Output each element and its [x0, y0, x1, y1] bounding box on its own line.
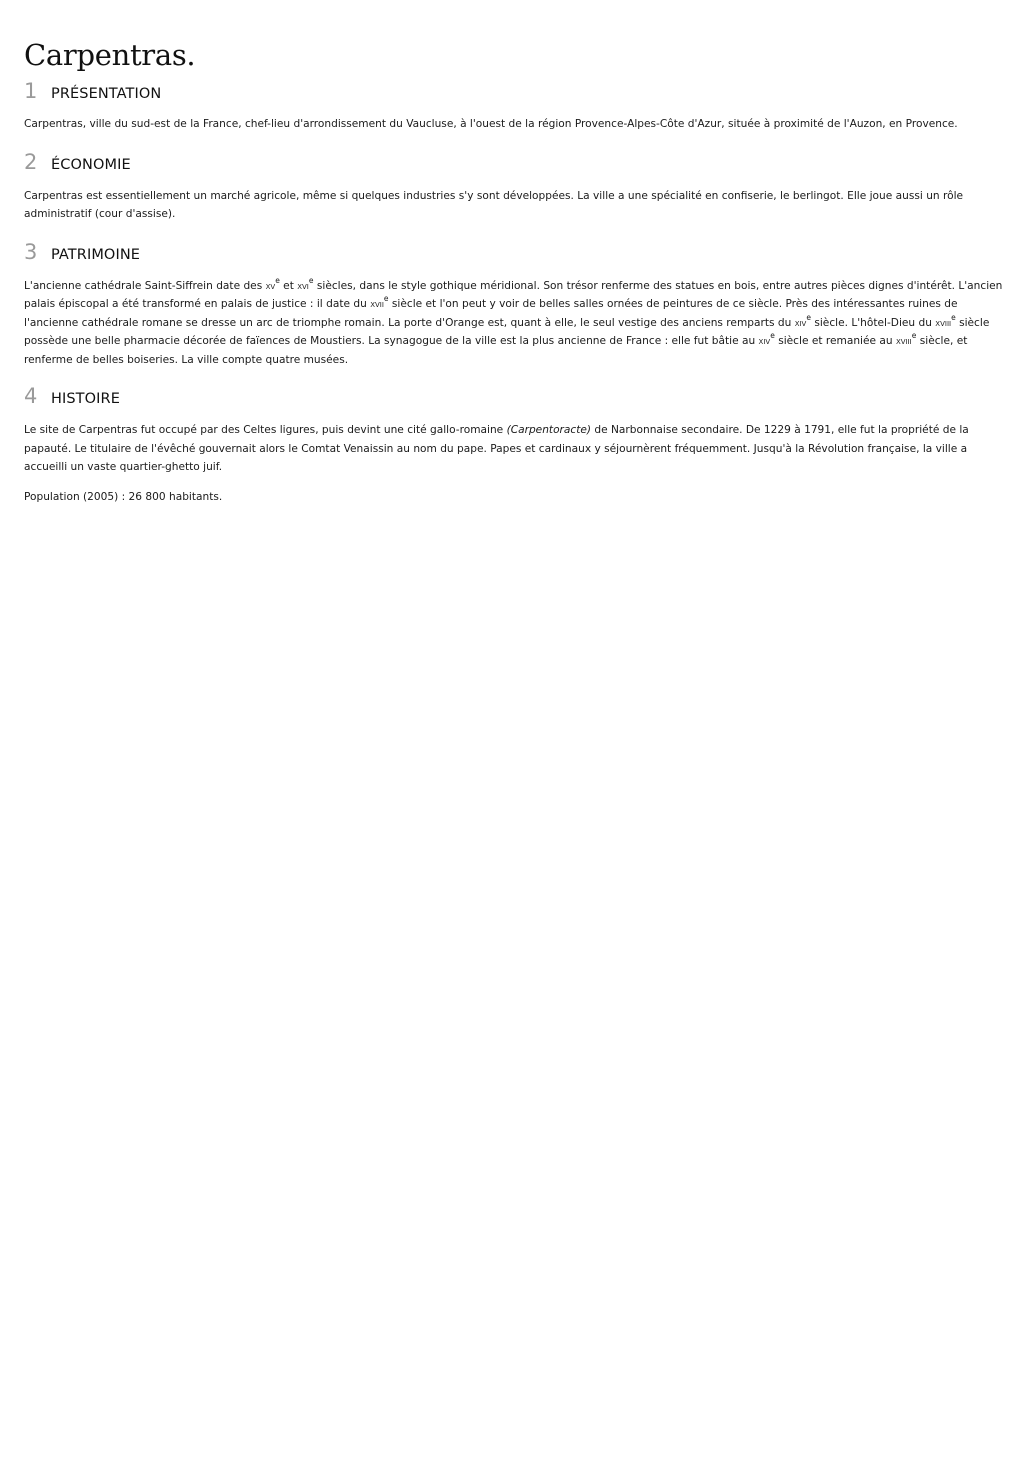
ordinal-superscript: e	[308, 275, 314, 285]
text-run: siècle et remaniée au	[774, 335, 896, 347]
text-run: de Narbonnaise secondaire. De 1229 à 1791, elle fut la propriété de la papauté. Le titulaire de l'évêché gouvernait alors le Comtat Venaissin au nom du pape. Papes et cardinaux y séjournèrent fréquemment. Jusqu'à la Révolution française, la ville a accueilli un vaste quartier-ghetto juif.	[24, 424, 969, 473]
section-title: ÉCONOMIE	[51, 156, 131, 173]
section-number: 1	[24, 79, 38, 103]
section-heading-patrimoine	[24, 237, 1006, 267]
economie-paragraph: Carpentras est essentiellement un marché agricole, même si quelques industries s'y sont développées. La ville a une spécialité en confiserie, le berlingot. Elle joue aussi un rôle administratif (cour d'assise).	[24, 189, 964, 220]
century-numeral: xvii	[370, 298, 384, 310]
century-numeral: xviii	[935, 316, 952, 329]
section-title: PATRIMOINE	[51, 246, 141, 263]
text-run: et	[279, 279, 298, 292]
ordinal-superscript: e	[383, 294, 389, 303]
document-page	[24, 34, 1006, 506]
ordinal-superscript: e	[911, 331, 917, 340]
century-numeral: xv	[265, 279, 276, 292]
presentation-paragraph: Carpentras, ville du sud-est de la France, chef-lieu d'arrondissement du Vaucluse, à l'ouest de la région Provence-Alpes-Côte d'Azur, située à proximité de l'Auzon, en Provence.	[24, 118, 958, 130]
ordinal-superscript: e	[275, 275, 280, 285]
century-numeral: xiv	[794, 316, 807, 329]
text-run: siècle. L'hôtel-Dieu du	[810, 316, 936, 329]
text-run: siècle et l'on peut y voir de belles salles ornées de peintures de ce siècle. Près des intéressantes ruines de l'ancienne cathédrale romane se dresse un arc de triomphe romain. La porte d'Orange est, quant à elle, le seul vestige des anciens remparts du	[24, 298, 958, 329]
text-run: Le site de Carpentras fut occupé par des Celtes ligures, puis devint une cité gallo-romaine	[24, 424, 507, 436]
page-title: Carpentras.	[24, 38, 196, 72]
section-number: 4	[24, 384, 38, 408]
century-numeral: xviii	[895, 335, 912, 347]
patrimoine-paragraph	[24, 277, 1006, 370]
text-run: L'ancienne cathédrale Saint-Siffrein date des	[24, 279, 266, 292]
text-run: siècle possède une belle pharmacie décorée de faïences de Moustiers. La synagogue de la ville est la plus ancienne de France : elle fut bâtie au	[24, 316, 990, 347]
section-title: PRÉSENTATION	[51, 86, 162, 102]
histoire-paragraph	[24, 421, 1006, 477]
text-run: siècles, dans le style gothique méridional. Son trésor renferme des statues en bois, entre autres pièces dignes d'intérêt. L'ancien palais épiscopal a été transformé en palais de justice : il date du	[24, 279, 1003, 310]
latin-name: (Carpentoracte)	[506, 424, 592, 436]
ordinal-superscript: e	[770, 331, 775, 340]
text-run: siècle, et renferme de belles boiseries. La ville compte quatre musées.	[24, 335, 968, 366]
section-number: 3	[24, 239, 38, 264]
ordinal-superscript: e	[806, 312, 811, 322]
section-heading-histoire	[24, 381, 1006, 411]
section-title: HISTOIRE	[51, 391, 120, 407]
population-line: Population (2005) : 26 800 habitants.	[24, 490, 223, 503]
section-heading-economie	[24, 147, 1006, 177]
section-number: 2	[24, 149, 38, 174]
century-numeral: xiv	[758, 335, 771, 347]
century-numeral: xvi	[297, 279, 309, 292]
section-heading-presentation	[24, 76, 1006, 106]
ordinal-superscript: e	[951, 312, 956, 322]
